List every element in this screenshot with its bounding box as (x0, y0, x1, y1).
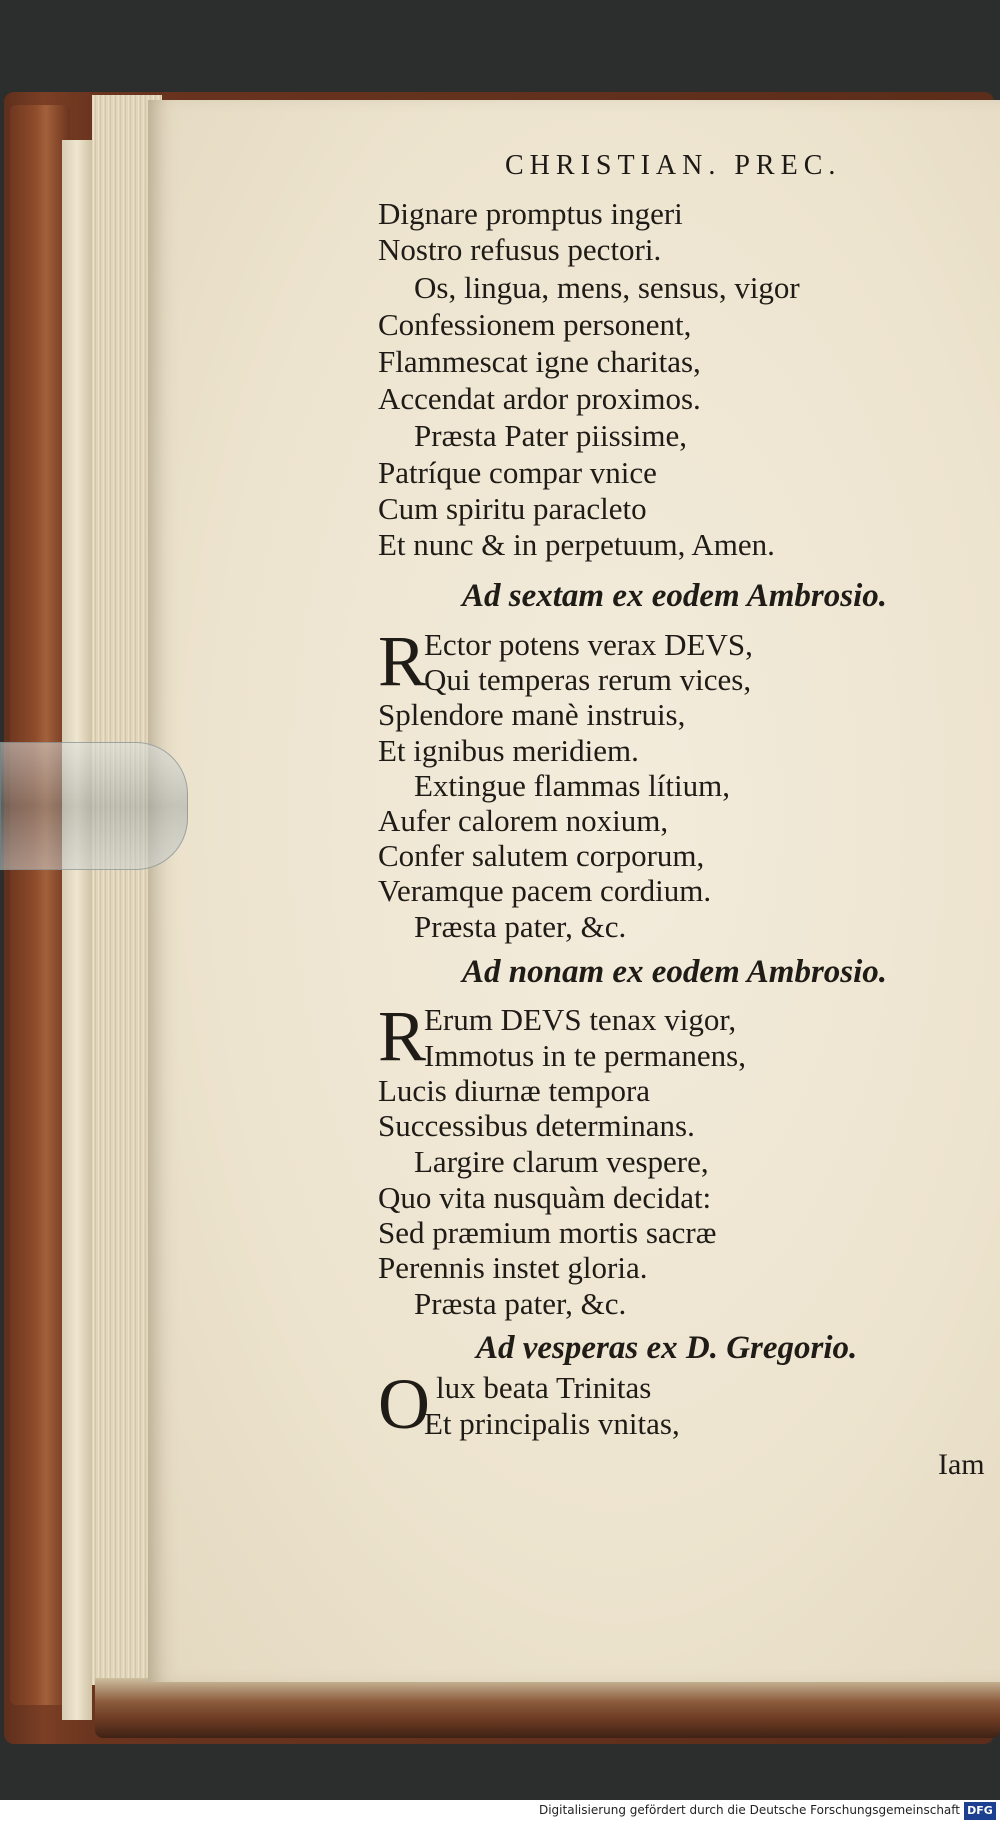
verse-line: Sed præmium mortis sacræ (378, 1215, 717, 1250)
dfg-logo: DFG (964, 1802, 996, 1820)
drop-cap: R (378, 621, 427, 701)
funding-credit: Digitalisierung gefördert durch die Deutsche Forschungsgemeinschaft (538, 1803, 960, 1817)
verse-line: Extingue flammas lítium, (414, 768, 730, 803)
verse-line: Confer salutem corporum, (378, 838, 705, 873)
verse-line: Erum DEVS tenax vigor, (424, 1002, 737, 1037)
verse-line: Nostro refusus pectori. (378, 232, 662, 267)
verse-line: Ector potens verax DEVS, (424, 627, 753, 662)
page-clip (0, 742, 188, 870)
book-spine (10, 105, 70, 1705)
verse-line: Veramque pacem cordium. (378, 873, 712, 908)
verse-line: Et nunc & in perpetuum, Amen. (378, 527, 775, 562)
verse-line: Quo vita nusquàm decidat: (378, 1180, 712, 1215)
verse-line: Patríque compar vnice (378, 455, 657, 490)
verse-line: Confessionem personent, (378, 307, 692, 342)
bottom-page-edges (95, 1678, 1000, 1738)
page-edge-strip (62, 140, 92, 1720)
verse-line: Accendat ardor proximos. (378, 381, 701, 416)
verse-line: Os, lingua, mens, sensus, vigor (414, 270, 800, 305)
hymn-heading: Ad vesperas ex D. Gregorio. (476, 1330, 858, 1366)
hymn-heading: Ad sextam ex eodem Ambrosio. (462, 578, 888, 614)
verse-line: Successibus determinans. (378, 1108, 695, 1143)
verse-line: Et principalis vnitas, (424, 1406, 680, 1441)
drop-cap: R (378, 996, 427, 1076)
verse-line: Perennis instet gloria. (378, 1250, 648, 1285)
verse-line: Immotus in te permanens, (424, 1038, 746, 1073)
drop-cap: O (378, 1364, 430, 1444)
verse-line: Splendore manè instruis, (378, 697, 686, 732)
catchword: Iam (938, 1448, 985, 1481)
verse-line: Aufer calorem noxium, (378, 803, 669, 838)
verse-line: Flammescat igne charitas, (378, 344, 701, 379)
verse-line: Lucis diurnæ tempora (378, 1073, 651, 1108)
verse-line: Dignare promptus ingeri (378, 196, 683, 231)
hymn-heading: Ad nonam ex eodem Ambrosio. (462, 954, 888, 990)
running-head: CHRISTIAN. PREC. (505, 150, 842, 181)
verse-line: Præsta Pater piissime, (414, 418, 687, 453)
verse-line: Largire clarum vespere, (414, 1144, 709, 1179)
verse-line: Et ignibus meridiem. (378, 733, 639, 768)
verse-line: lux beata Trinitas (436, 1370, 652, 1405)
verse-line: Qui temperas rerum vices, (424, 662, 752, 697)
verse-line: Præsta pater, &c. (414, 909, 627, 944)
verse-line: Præsta pater, &c. (414, 1286, 627, 1321)
verse-line: Cum spiritu paracleto (378, 491, 647, 526)
